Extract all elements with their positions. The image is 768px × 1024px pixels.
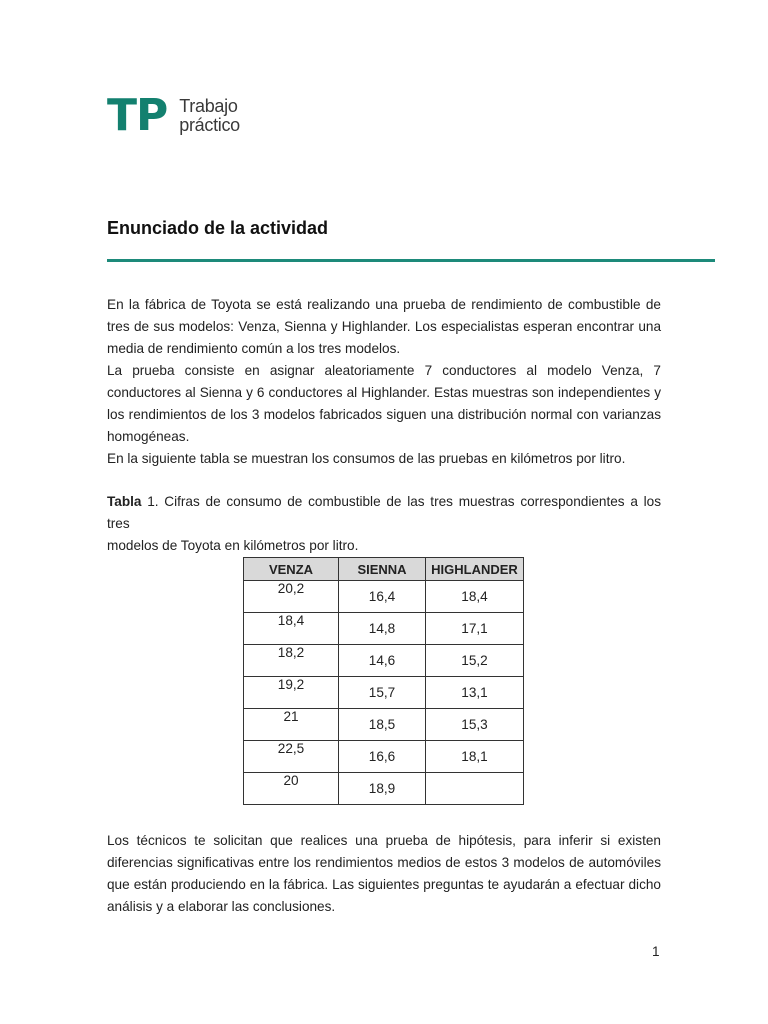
closing-paragraph: [107, 830, 661, 918]
table-cell: 18,5: [339, 709, 426, 741]
intro-line: homogéneas.: [107, 429, 190, 444]
caption-line-2: modelos de Toyota en kilómetros por litro.: [107, 538, 359, 553]
table-row: [244, 581, 524, 613]
table-cell: 17,1: [426, 613, 524, 645]
table-cell: 20,2: [244, 581, 339, 613]
heading-divider: [107, 259, 715, 262]
section-heading: Enunciado de la actividad: [107, 218, 329, 238]
table-cell: 22,5: [244, 741, 339, 773]
table-cell: [426, 773, 524, 805]
column-header: HIGHLANDER: [426, 558, 524, 581]
table-cell: 14,6: [339, 645, 426, 677]
logo-mark: TP: [107, 90, 168, 141]
intro-line: La prueba consiste en asignar aleatoriamente 7 conductores al modelo Venza, 7: [107, 363, 661, 378]
closing-line: que están produciendo en la fábrica. Las siguientes preguntas te ayudarán a efectuar dicho: [107, 877, 661, 892]
intro-line: los rendimientos de los 3 modelos fabricados siguen una distribución normal con varianzas: [107, 407, 661, 422]
table-cell: 15,2: [426, 645, 524, 677]
table-cell: 16,4: [339, 581, 426, 613]
table-cell: 18,2: [244, 645, 339, 677]
table-cell: 19,2: [244, 677, 339, 709]
closing-line: diferencias significativas entre los rendimientos medios de estos 3 modelos de automóviles: [107, 855, 661, 870]
table-cell: 18,1: [426, 741, 524, 773]
caption-text: 1. Cifras de consumo de combustible de las tres muestras correspondientes a los tres: [107, 494, 661, 531]
page-number: 1: [652, 944, 660, 959]
table-row: [244, 741, 524, 773]
intro-line: En la fábrica de Toyota se está realizando una prueba de rendimiento de combustible de: [107, 297, 661, 312]
table-row: [244, 677, 524, 709]
table-row: [244, 613, 524, 645]
intro-line: conductores al Sienna y 6 conductores al Highlander. Estas muestras son independientes y: [107, 385, 661, 400]
caption-line-1: [107, 491, 661, 535]
table-caption: [107, 491, 661, 557]
table-cell: 14,8: [339, 613, 426, 645]
logo-text: [179, 97, 240, 135]
table-cell: 13,1: [426, 677, 524, 709]
logo-line-2: práctico: [179, 115, 240, 135]
intro-paragraph: [107, 294, 661, 470]
table-row: [244, 709, 524, 741]
table-cell: 15,7: [339, 677, 426, 709]
fuel-consumption-table: [243, 557, 524, 805]
table-header-row: [244, 558, 524, 581]
logo: [107, 90, 240, 141]
column-header: VENZA: [244, 558, 339, 581]
table-row: [244, 645, 524, 677]
table-cell: 18,4: [426, 581, 524, 613]
closing-line: análisis y a elaborar las conclusiones.: [107, 899, 336, 914]
table-cell: 18,9: [339, 773, 426, 805]
table-cell: 21: [244, 709, 339, 741]
table-cell: 18,4: [244, 613, 339, 645]
intro-line: media de rendimiento común a los tres modelos.: [107, 341, 401, 356]
column-header: SIENNA: [339, 558, 426, 581]
intro-line: En la siguiente tabla se muestran los consumos de las pruebas en kilómetros por litro.: [107, 451, 626, 466]
caption-label: Tabla: [107, 494, 142, 509]
table-cell: 20: [244, 773, 339, 805]
logo-line-1: Trabajo: [179, 96, 238, 116]
table-cell: 15,3: [426, 709, 524, 741]
table-cell: 16,6: [339, 741, 426, 773]
closing-line: Los técnicos te solicitan que realices una prueba de hipótesis, para inferir si existen: [107, 833, 661, 848]
intro-line: tres de sus modelos: Venza, Sienna y Highlander. Los especialistas esperan encontrar una: [107, 319, 661, 334]
table-row: [244, 773, 524, 805]
